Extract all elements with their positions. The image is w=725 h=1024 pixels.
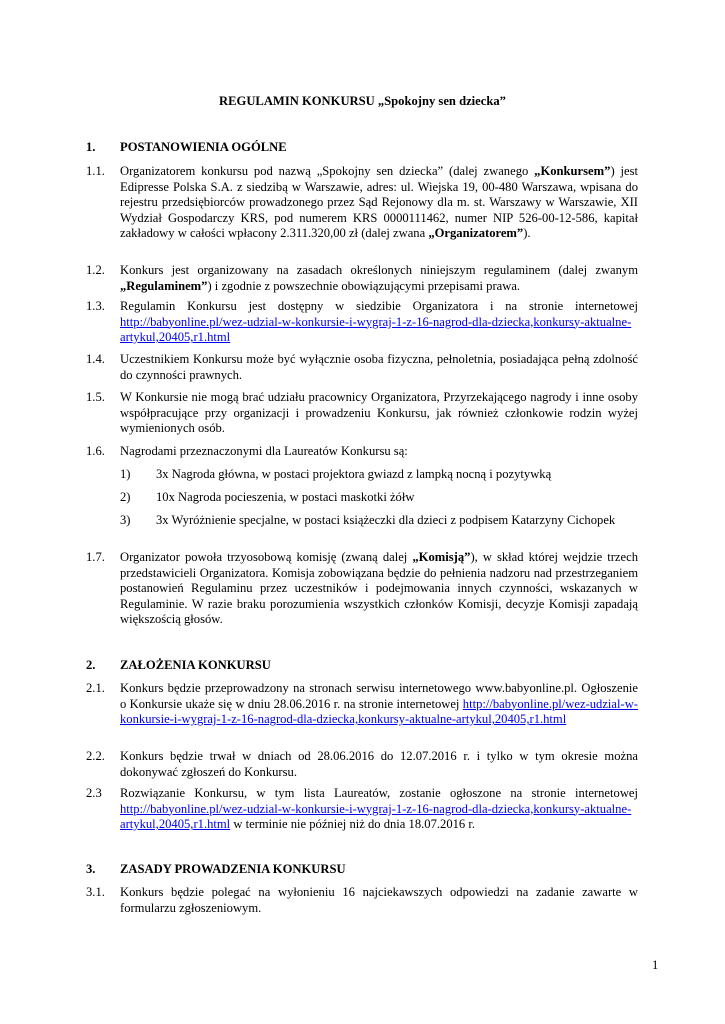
prize-item <box>120 490 638 506</box>
defined-term: „Komisją” <box>412 550 471 564</box>
section-title: ZAŁOŻENIA KONKURSU <box>120 658 271 672</box>
section-1-heading <box>86 139 287 156</box>
item-text: 10x Nagroda pocieszenia, w postaci maskotki żółw <box>156 490 415 504</box>
section-number: 3. <box>86 862 96 876</box>
paragraph-2-1 <box>86 681 638 728</box>
text: Organizatorem konkursu pod nazwą „Spokojny sen dziecka” (dalej zwanego <box>120 164 535 178</box>
paragraph-1-4 <box>86 352 638 383</box>
section-2-heading <box>86 657 271 674</box>
item-text: 3x Nagroda główna, w postaci projektora gwiazd z lampką nocną i pozytywką <box>156 467 552 481</box>
section-title: ZASADY PROWADZENIA KONKURSU <box>120 862 346 876</box>
paragraph-number: 1.4. <box>86 352 105 366</box>
item-number: 1) <box>120 467 131 481</box>
text: Regulamin Konkursu jest dostępny w siedzibie Organizatora i na stronie internetowej <box>120 299 638 313</box>
defined-term: „Organizatorem” <box>428 226 524 241</box>
paragraph-2-2 <box>86 749 638 780</box>
paragraph-3-1 <box>86 885 638 916</box>
paragraph-number: 2.1. <box>86 681 105 695</box>
section-3-heading <box>86 861 346 878</box>
paragraph-1-3 <box>86 299 638 346</box>
paragraph-1-7 <box>86 550 638 628</box>
defined-term: „Regulaminem” <box>120 278 208 293</box>
paragraph-number: 2.3 <box>86 786 102 800</box>
text: Konkurs będzie polegać na wyłonieniu 16 najciekawszych odpowiedzi na zadanie zawarte w formularzu zgłoszeniowym. <box>120 885 638 915</box>
results-link[interactable]: http://babyonline.pl/wez-udzial-w-konkursie-i-wygraj-1-z-16-nagrod-dla-dziecka,konkursy-aktualne-artykul,20405,r1.html <box>120 801 632 832</box>
prize-item <box>120 513 638 529</box>
text: Konkurs będzie przeprowadzony na stronach serwisu internetowego www.babyonline.pl. Ogłoszenie o Konkursie ukaże się w dniu 28.06.2016 r. na stronie internetowej <box>120 681 638 711</box>
section-title: POSTANOWIENIA OGÓLNE <box>120 140 287 154</box>
section-number: 1. <box>86 140 96 154</box>
paragraph-1-2 <box>86 263 638 294</box>
paragraph-number: 1.2. <box>86 263 105 277</box>
text: Konkurs będzie trwał w dniach od 28.06.2016 do 12.07.2016 r. i tylko w tym okresie można dokonywać zgłoszeń do Konkursu. <box>120 749 638 779</box>
document-title: REGULAMIN KONKURSU „Spokojny sen dziecka” <box>219 94 506 108</box>
paragraph-number: 1.3. <box>86 299 105 313</box>
text: ), w skład której wejdzie trzech przedstawicieli Organizatora. Komisja zobowiązana będzie do pełnienia nadzoru nad przestrzeganiem postanowień Regulaminu przez uczestników i podejmowania innych czynności, wskazanych w Regulaminie. W razie braku porozumienia wszystkich członków Komisji, decyzje Komisji zapadają większością głosów. <box>120 550 639 627</box>
paragraph-number: 1.6. <box>86 444 105 458</box>
text: w terminie nie później niż do dnia 18.07.2016 r. <box>230 817 476 832</box>
page-number: 1 <box>652 958 659 972</box>
paragraph-1-5 <box>86 390 638 437</box>
item-number: 2) <box>120 490 131 504</box>
prize-item <box>120 467 638 483</box>
paragraph-1-1 <box>86 164 638 242</box>
regulamin-link[interactable]: http://babyonline.pl/wez-udzial-w-konkursie-i-wygraj-1-z-16-nagrod-dla-dziecka,konkursy-aktualne-artykul,20405,r1.html <box>120 314 632 345</box>
section-number: 2. <box>86 658 96 672</box>
paragraph-2-3 <box>86 786 638 833</box>
item-number: 3) <box>120 513 131 527</box>
paragraph-number: 1.5. <box>86 390 105 404</box>
item-text: 3x Wyróżnienie specjalne, w postaci książeczki dla dzieci z podpisem Katarzyny Cichopek <box>156 513 616 527</box>
text: Nagrodami przeznaczonymi dla Laureatów Konkursu są: <box>120 444 408 458</box>
paragraph-number: 1.1. <box>86 164 105 178</box>
text: W Konkursie nie mogą brać udziału pracownicy Organizatora, Przyrzekającego nagrody i inne osoby współpracujące przy organizacji i prowadzeniu Konkursu, jak również członkowie rodzin wyżej wymienionych osób. <box>120 390 638 436</box>
announcement-link[interactable]: http://babyonline.pl/wez-udzial-w-konkursie-i-wygraj-1-z-16-nagrod-dla-dziecka,konkursy-aktualne-artykul,20405,r1.html <box>120 696 638 727</box>
text: ) i zgodnie z powszechnie obowiązującymi przepisami prawa. <box>207 278 521 293</box>
defined-term: „Konkursem” <box>534 164 611 178</box>
text: ) jest Edipresse Polska S.A. z siedzibą w Warszawie, adres: ul. Wiejska 19, 00-480 Warszawa, wpisana do rejestru przedsiębiorców prowadzonego przez Sąd Rejonowy dla m. st. Warszawy w Warszawie, XII Wydział Gospodarczy KRS, pod numerem KRS 0000111462, numer NIP 526-00-12-586, kapitał zakładowy w całości wpłacony 2.311.320,00 zł (dalej zwana <box>120 164 638 241</box>
paragraph-1-6 <box>86 444 638 460</box>
paragraph-number: 1.7. <box>86 550 105 564</box>
text: Konkurs jest organizowany na zasadach określonych niniejszym regulaminem (dalej zwanym <box>120 263 638 277</box>
text: ). <box>523 226 531 241</box>
text: Rozwiązanie Konkursu, w tym lista Laureatów, zostanie ogłoszone na stronie internetowej <box>120 786 638 800</box>
paragraph-number: 3.1. <box>86 885 105 899</box>
paragraph-number: 2.2. <box>86 749 105 763</box>
text: Organizator powoła trzyosobową komisję (zwaną dalej <box>120 550 413 564</box>
text: Uczestnikiem Konkursu może być wyłącznie osoba fizyczna, pełnoletnia, posiadająca pełną zdolność do czynności prawnych. <box>120 352 638 382</box>
